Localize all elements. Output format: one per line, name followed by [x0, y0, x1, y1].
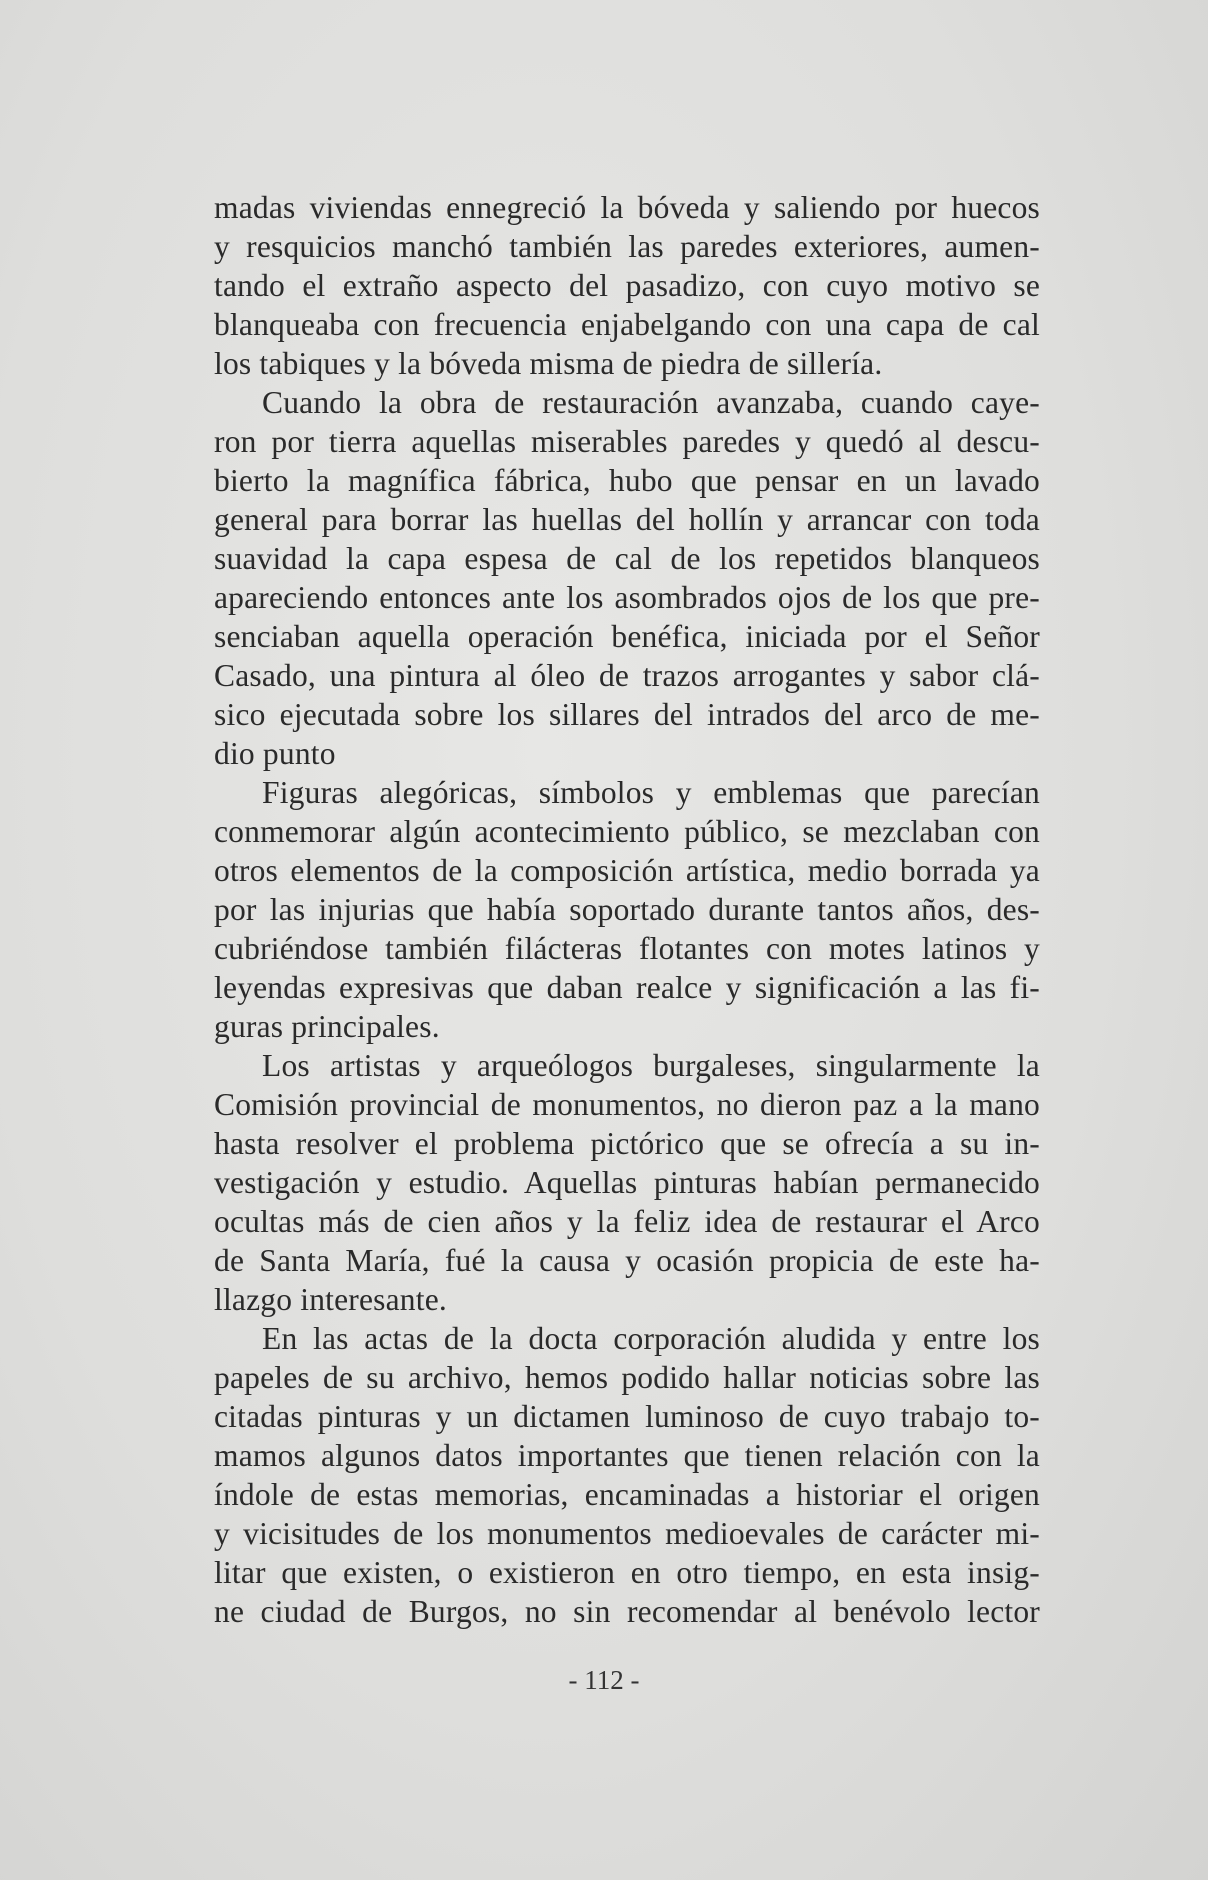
text-line: bierto la magnífica fábrica, hubo que pensar en un lavado — [214, 463, 1040, 498]
text-line: guras principales. — [214, 1009, 440, 1044]
text-line: cubriéndose también filácteras flotantes con motes latinos y — [214, 931, 1040, 966]
text-line: hasta resolver el problema pictórico que se ofrecía a su in- — [214, 1126, 1040, 1161]
text-line: mamos algunos datos importantes que tienen relación con la — [214, 1438, 1040, 1473]
text-line: sico ejecutada sobre los sillares del intrados del arco de me- — [214, 697, 1040, 732]
text-line: dio punto — [214, 736, 336, 771]
text-line: general para borrar las huellas del hollín y arrancar con toda — [214, 502, 1040, 537]
text-line: apareciendo entonces ante los asombrados ojos de los que pre- — [214, 580, 1040, 615]
text-line: ne ciudad de Burgos, no sin recomendar al benévolo lector — [214, 1594, 1040, 1629]
text-line: suavidad la capa espesa de cal de los repetidos blanqueos — [214, 541, 1040, 576]
text-line: conmemorar algún acontecimiento público, se mezclaban con — [214, 814, 1040, 849]
text-line: índole de estas memorias, encaminadas a historiar el origen — [214, 1477, 1040, 1512]
text-line: llazgo interesante. — [214, 1282, 447, 1317]
text-line: y vicisitudes de los monumentos medioevales de carácter mi- — [214, 1516, 1040, 1551]
text-line: Casado, una pintura al óleo de trazos arrogantes y sabor clá- — [214, 658, 1040, 693]
text-line: blanqueaba con frecuencia enjabelgando con una capa de cal — [214, 307, 1040, 342]
text-line: y resquicios manchó también las paredes exteriores, aumen- — [214, 229, 1040, 264]
text-line: papeles de su archivo, hemos podido hallar noticias sobre las — [214, 1360, 1040, 1395]
paragraph-start-line: Cuando la obra de restauración avanzaba, cuando caye- — [262, 385, 1040, 420]
text-line: citadas pinturas y un dictamen luminoso de cuyo trabajo to- — [214, 1399, 1040, 1434]
text-line: de Santa María, fué la causa y ocasión propicia de este ha- — [214, 1243, 1040, 1278]
text-line: vestigación y estudio. Aquellas pinturas habían permanecido — [214, 1165, 1040, 1200]
body-text — [214, 188, 1040, 1631]
text-line: leyendas expresivas que daban realce y significación a las fi- — [214, 970, 1040, 1005]
text-line: otros elementos de la composición artística, medio borrada ya — [214, 853, 1040, 888]
paragraph-start-line: En las actas de la docta corporación aludida y entre los — [262, 1321, 1040, 1356]
text-line: senciaban aquella operación benéfica, iniciada por el Señor — [214, 619, 1040, 654]
text-line: tando el extraño aspecto del pasadizo, con cuyo motivo se — [214, 268, 1040, 303]
text-line: madas viviendas ennegreció la bóveda y saliendo por huecos — [214, 190, 1040, 225]
page-number: - 112 - — [568, 1665, 640, 1695]
text-line: Comisión provincial de monumentos, no dieron paz a la mano — [214, 1087, 1040, 1122]
text-line: ron por tierra aquellas miserables paredes y quedó al descu- — [214, 424, 1040, 459]
text-line: por las injurias que había soportado durante tantos años, des- — [214, 892, 1040, 927]
text-line: litar que existen, o existieron en otro tiempo, en esta insig- — [214, 1555, 1040, 1590]
paragraph-start-line: Figuras alegóricas, símbolos y emblemas que parecían — [262, 775, 1040, 810]
text-line: ocultas más de cien años y la feliz idea de restaurar el Arco — [214, 1204, 1040, 1239]
paragraph-start-line: Los artistas y arqueólogos burgaleses, singularmente la — [262, 1048, 1040, 1083]
text-line: los tabiques y la bóveda misma de piedra de sillería. — [214, 346, 883, 381]
